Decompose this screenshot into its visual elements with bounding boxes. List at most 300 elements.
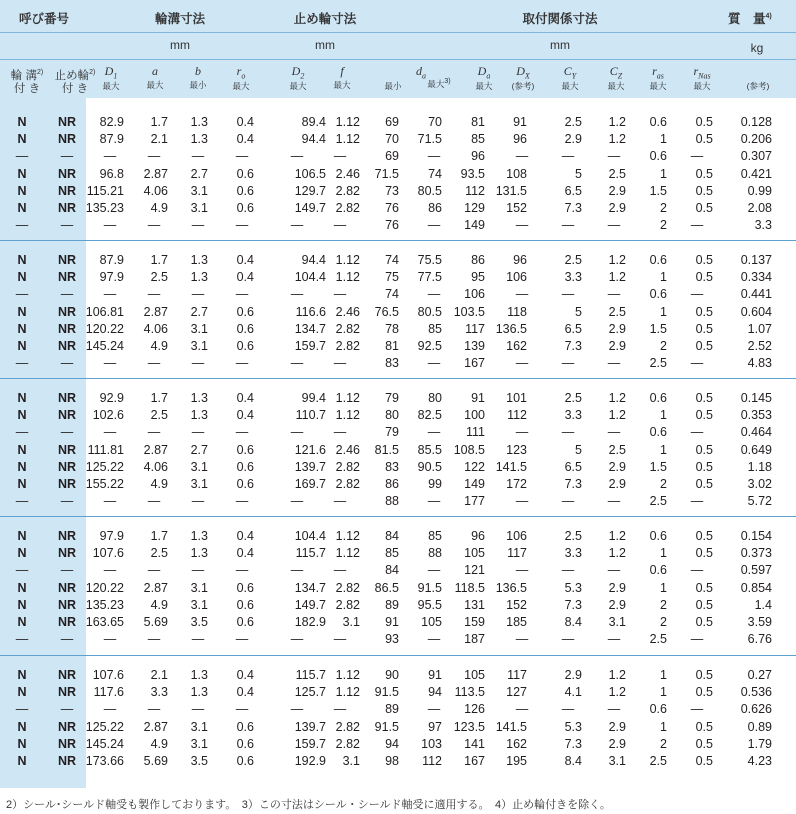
table-cell: 2.5 — [564, 115, 582, 129]
table-cell: 91.5 — [374, 685, 399, 700]
table-cell: 90 — [385, 668, 399, 682]
table-cell: 0.6 — [649, 563, 667, 578]
table-cell: — — [333, 494, 347, 509]
table-cell: — — [103, 287, 117, 302]
table-cell: 0.6 — [649, 425, 667, 440]
table-cell: 0.441 — [740, 287, 772, 302]
table-cell: 2.46 — [335, 166, 360, 181]
snapring-type-mark: NR — [57, 183, 77, 198]
table-cell: 3.1 — [190, 321, 208, 336]
table-cell: 104.4 — [294, 270, 326, 285]
table-cell: 2 — [660, 615, 667, 629]
table-cell: — — [147, 425, 161, 440]
groove-type-mark: — — [15, 702, 29, 717]
table-cell: 111.81 — [87, 442, 124, 457]
table-cell: 1.7 — [150, 253, 168, 267]
table-cell: 125.22 — [85, 719, 124, 734]
column-header: $D_1$ 最大 — [102, 64, 120, 92]
table-cell: 2.52 — [747, 339, 772, 353]
table-cell: — — [607, 287, 621, 302]
table-cell: 159.7 — [294, 736, 326, 751]
table-cell: 75.5 — [417, 253, 442, 267]
table-cell: 0.4 — [236, 115, 254, 129]
table-cell: 2.9 — [608, 736, 626, 751]
table-cell: 81.5 — [374, 442, 399, 457]
table-cell: 7.3 — [564, 339, 582, 353]
table-cell: 0.307 — [740, 149, 772, 164]
table-cell: 90.5 — [417, 459, 442, 474]
table-cell: 108.5 — [453, 442, 485, 457]
snapring-type-mark: NR — [57, 442, 77, 457]
table-cell: 86 — [385, 477, 399, 491]
table-cell: 1.3 — [190, 132, 208, 147]
table-cell: 5 — [575, 304, 582, 319]
table-cell: 91 — [513, 115, 527, 129]
table-cell: 106 — [506, 270, 527, 285]
table-cell: 2.5 — [649, 494, 667, 509]
table-cell: 3.3 — [564, 546, 582, 561]
table-cell: 4.9 — [150, 477, 168, 491]
table-cell: 85 — [385, 546, 399, 561]
table-cell: 0.5 — [695, 668, 713, 682]
table-cell: 2.5 — [150, 546, 168, 561]
table-cell: — — [290, 287, 304, 302]
table-cell: 0.353 — [740, 408, 772, 423]
snapring-type-mark: NR — [57, 339, 77, 353]
table-cell: 80.5 — [417, 183, 442, 198]
table-cell: 71.5 — [417, 132, 442, 147]
table-cell: 1.3 — [190, 685, 208, 700]
table-cell: 2.46 — [335, 442, 360, 457]
groove-type-mark: N — [17, 304, 27, 319]
table-cell: 173.66 — [85, 754, 124, 768]
table-cell: 93.5 — [460, 166, 485, 181]
table-cell: — — [147, 632, 161, 647]
table-cell: 0.5 — [695, 685, 713, 700]
table-cell: — — [515, 287, 529, 302]
table-cell: 0.5 — [695, 459, 713, 474]
table-cell: 1 — [660, 166, 667, 181]
table-cell: 177 — [464, 494, 485, 509]
table-cell: — — [690, 149, 704, 164]
table-cell: 2.82 — [335, 183, 360, 198]
table-cell: 0.373 — [740, 546, 772, 561]
table-cell: 108 — [506, 166, 527, 181]
table-cell: 125.7 — [294, 685, 326, 700]
table-cell: — — [515, 425, 529, 440]
table-cell: 1.12 — [335, 270, 360, 285]
table-cell: 88 — [428, 546, 442, 561]
table-cell: 0.6 — [236, 166, 254, 181]
table-cell: 5.3 — [564, 580, 582, 595]
table-cell: 103 — [421, 736, 442, 751]
table-cell: 2.82 — [335, 477, 360, 491]
table-cell: 2.82 — [335, 597, 360, 612]
table-cell: 84 — [385, 529, 399, 543]
table-cell: — — [607, 356, 621, 371]
table-cell: — — [607, 702, 621, 717]
table-cell: 1 — [660, 270, 667, 285]
table-cell: 112 — [422, 754, 442, 768]
table-cell: — — [427, 218, 441, 233]
table-cell: 2.08 — [747, 201, 772, 215]
table-cell: 0.206 — [740, 132, 772, 147]
table-cell: 0.5 — [695, 115, 713, 129]
table-cell: 149 — [464, 218, 485, 233]
snapring-type-mark: — — [60, 425, 74, 440]
table-cell: 162 — [506, 339, 527, 353]
table-cell: 1.5 — [649, 183, 667, 198]
table-cell: 0.597 — [740, 563, 772, 578]
table-cell: — — [427, 356, 441, 371]
table-cell: — — [191, 702, 205, 717]
groove-type-mark: — — [15, 632, 29, 647]
table-cell: 3.1 — [190, 339, 208, 353]
table-cell: 69 — [385, 115, 399, 129]
table-cell: 0.4 — [236, 132, 254, 147]
table-cell: 0.5 — [695, 754, 713, 768]
table-cell: 4.9 — [150, 597, 168, 612]
table-cell: 1.12 — [335, 132, 360, 147]
table-cell: — — [235, 425, 249, 440]
table-cell: 159 — [464, 615, 485, 629]
table-cell: 0.5 — [695, 391, 713, 405]
table-cell: 94 — [428, 685, 442, 700]
table-cell: 96 — [471, 529, 485, 543]
table-cell: 82.9 — [99, 115, 124, 129]
table-cell: 70 — [385, 132, 399, 147]
table-cell: 2.46 — [335, 304, 360, 319]
table-cell: 82.5 — [417, 408, 442, 423]
table-cell: 91.5 — [417, 580, 442, 595]
table-cell: 1 — [660, 580, 667, 595]
table-cell: 118.5 — [454, 580, 485, 595]
table-cell: 3.1 — [190, 183, 208, 198]
table-cell: 100 — [464, 408, 485, 423]
table-cell: 0.6 — [649, 702, 667, 717]
groove-type-mark: N — [17, 668, 27, 682]
table-cell: 131.5 — [495, 183, 527, 198]
table-cell: 89 — [385, 702, 399, 717]
table-cell: 0.4 — [236, 668, 254, 682]
table-cell: 0.6 — [236, 615, 254, 629]
table-cell: — — [147, 218, 161, 233]
table-cell: — — [561, 632, 575, 647]
table-cell: 1.7 — [150, 529, 168, 543]
table-cell: 3.1 — [190, 597, 208, 612]
table-cell: 3.02 — [747, 477, 772, 491]
table-cell: 107.6 — [92, 546, 124, 561]
table-cell: 1.12 — [335, 115, 360, 129]
groove-type-mark: N — [17, 166, 27, 181]
table-cell: 3.1 — [190, 736, 208, 751]
table-cell: 2.87 — [143, 580, 168, 595]
table-cell: — — [690, 287, 704, 302]
table-cell: — — [561, 149, 575, 164]
groove-type-mark: N — [17, 115, 27, 129]
table-cell: 1.12 — [335, 546, 360, 561]
table-cell: 135.23 — [85, 597, 124, 612]
table-cell: 1 — [660, 546, 667, 561]
table-cell: 2.5 — [564, 529, 582, 543]
table-cell: 2 — [660, 339, 667, 353]
table-cell: 2.9 — [608, 183, 626, 198]
table-cell: 117.6 — [93, 685, 124, 700]
table-cell: 2.7 — [190, 442, 208, 457]
table-cell: 110.7 — [295, 408, 326, 423]
table-cell: 0.5 — [695, 477, 713, 491]
table-cell: 172 — [506, 477, 527, 491]
table-cell: — — [561, 702, 575, 717]
table-cell: 2.9 — [608, 201, 626, 215]
table-cell: 162 — [506, 736, 527, 751]
table-cell: 8.4 — [564, 754, 582, 768]
table-cell: 3.1 — [190, 580, 208, 595]
table-cell: 96 — [471, 149, 485, 164]
table-cell: 1.12 — [335, 668, 360, 682]
table-cell: 0.626 — [740, 702, 772, 717]
table-cell: 152 — [506, 597, 527, 612]
groove-type-mark: N — [17, 339, 27, 353]
table-cell: — — [515, 149, 529, 164]
table-cell: — — [103, 425, 117, 440]
designation-header: 呼び番号 — [18, 12, 69, 26]
table-cell: 0.6 — [236, 754, 254, 768]
snapring-type-mark: NR — [57, 132, 77, 147]
table-cell: 1.2 — [608, 408, 626, 423]
table-cell: — — [427, 425, 441, 440]
groove-type-mark: N — [17, 615, 27, 629]
table-cell: 126 — [464, 702, 485, 717]
snapring-type-mark: NR — [57, 391, 77, 405]
table-cell: 187 — [464, 632, 485, 647]
snapring-type-mark: — — [60, 563, 74, 578]
table-cell: 1.07 — [747, 321, 772, 336]
table-cell: 2.9 — [608, 580, 626, 595]
table-cell: 2.5 — [150, 408, 168, 423]
mass-unit: kg — [750, 41, 764, 55]
table-cell: 121 — [464, 563, 485, 578]
table-cell: 0.5 — [695, 546, 713, 561]
table-cell: 2.1 — [150, 668, 168, 682]
table-cell: 0.6 — [236, 597, 254, 612]
footnotes: 2）シール･シールド軸受も製作しております。 3）この寸法はシール・シールド軸受に適用する。 4）止め輪付きを除く。 — [6, 799, 611, 811]
group-separator — [0, 655, 796, 656]
table-cell: 1 — [660, 685, 667, 700]
table-cell: 0.6 — [236, 736, 254, 751]
table-cell: 1 — [660, 719, 667, 734]
snapring-type-mark: NR — [57, 166, 77, 181]
table-cell: 87.9 — [99, 253, 124, 267]
table-cell: 96 — [513, 132, 527, 147]
table-cell: 106.81 — [85, 304, 124, 319]
table-cell: 112 — [465, 183, 485, 198]
groove-type-mark: N — [17, 580, 27, 595]
table-cell: 0.145 — [740, 391, 772, 405]
header-divider — [0, 59, 796, 60]
table-cell: 107.6 — [92, 668, 124, 682]
table-cell: 85.5 — [417, 442, 442, 457]
table-cell: 2.9 — [608, 459, 626, 474]
table-cell: 87.9 — [99, 132, 124, 147]
table-cell: — — [235, 494, 249, 509]
table-cell: — — [561, 356, 575, 371]
table-cell: — — [515, 563, 529, 578]
table-cell: 0.6 — [236, 321, 254, 336]
table-cell: 92.9 — [99, 391, 124, 405]
table-cell: 129.7 — [294, 183, 326, 198]
table-cell: — — [103, 356, 117, 371]
table-cell: 167 — [464, 356, 485, 371]
table-cell: 1.12 — [335, 391, 360, 405]
table-cell: 1.5 — [649, 321, 667, 336]
table-cell: 0.27 — [747, 668, 772, 682]
groove-type-mark: N — [17, 529, 27, 543]
table-cell: 81 — [385, 339, 399, 353]
table-cell: 163.65 — [85, 615, 124, 629]
table-cell: 0.5 — [695, 183, 713, 198]
table-cell: 3.1 — [190, 477, 208, 491]
table-cell: — — [333, 563, 347, 578]
table-cell: 0.6 — [236, 580, 254, 595]
table-cell: — — [290, 702, 304, 717]
table-cell: — — [290, 494, 304, 509]
table-cell: 1 — [660, 442, 667, 457]
table-cell: — — [515, 356, 529, 371]
table-cell: 76 — [385, 218, 399, 233]
table-cell: — — [235, 702, 249, 717]
snapring-type-mark: NR — [57, 201, 77, 215]
table-cell: 123 — [506, 442, 527, 457]
table-cell: 105 — [421, 615, 442, 629]
snapring-type-mark: NR — [57, 754, 77, 768]
table-cell: 85 — [428, 529, 442, 543]
table-cell: 0.154 — [740, 529, 772, 543]
column-header: $D_2$ 最大 — [289, 64, 307, 92]
table-cell: 135.23 — [85, 201, 124, 215]
table-cell: 80 — [428, 391, 442, 405]
table-cell: 99 — [428, 477, 442, 491]
table-cell: 8.4 — [564, 615, 582, 629]
table-cell: 7.3 — [564, 477, 582, 491]
snapring-type-mark: NR — [57, 270, 77, 285]
table-cell: 0.5 — [695, 253, 713, 267]
table-cell: 149.7 — [294, 597, 326, 612]
table-cell: 141.5 — [495, 459, 527, 474]
table-cell: 0.6 — [649, 287, 667, 302]
table-cell: 2.5 — [564, 391, 582, 405]
table-cell: 0.854 — [740, 580, 772, 595]
table-cell: 159.7 — [294, 339, 326, 353]
table-cell: — — [607, 563, 621, 578]
table-cell: 125.22 — [85, 459, 124, 474]
table-cell: 120.22 — [85, 580, 124, 595]
table-cell: 1.4 — [754, 597, 772, 612]
snapring-type-mark: — — [60, 494, 74, 509]
table-cell: 80 — [385, 408, 399, 423]
table-cell: 5.72 — [747, 494, 772, 509]
groove-type-mark: — — [15, 356, 29, 371]
table-cell: 111 — [465, 425, 485, 440]
table-cell: 2.87 — [143, 304, 168, 319]
table-cell: 76.5 — [374, 304, 399, 319]
table-cell: 155.22 — [85, 477, 124, 491]
table-cell: 5.69 — [143, 615, 168, 629]
table-cell: 0.4 — [236, 529, 254, 543]
table-cell: 76 — [385, 201, 399, 215]
table-cell: 101 — [506, 391, 527, 405]
snapring-type-mark: — — [60, 149, 74, 164]
table-cell: — — [515, 632, 529, 647]
table-cell: 0.6 — [649, 149, 667, 164]
table-cell: 3.5 — [190, 754, 208, 768]
table-cell: 4.06 — [143, 183, 168, 198]
groove-type-mark: N — [17, 477, 27, 491]
table-cell: — — [561, 218, 575, 233]
table-cell: — — [191, 494, 205, 509]
da-min-label: 最小 — [384, 81, 402, 91]
table-cell: 2.82 — [335, 719, 360, 734]
table-cell: — — [191, 356, 205, 371]
table-cell: 7.3 — [564, 201, 582, 215]
table-cell: 136.5 — [495, 321, 527, 336]
table-cell: 105 — [464, 546, 485, 561]
table-cell: 94 — [385, 736, 399, 751]
table-cell: 6.76 — [747, 632, 772, 647]
table-cell: 2.5 — [608, 442, 626, 457]
table-cell: 0.5 — [695, 321, 713, 336]
mass-header: 質 量$^{4)}$ — [728, 12, 772, 26]
table-cell: 0.6 — [236, 183, 254, 198]
table-cell: 5 — [575, 166, 582, 181]
table-cell: — — [690, 356, 704, 371]
table-cell: — — [427, 563, 441, 578]
snapring-type-header: 止め輪$^{2)}$ 付 き — [54, 69, 96, 95]
table-cell: 115.21 — [86, 183, 124, 198]
table-cell: 2.5 — [649, 632, 667, 647]
table-cell: — — [290, 356, 304, 371]
table-cell: 3.59 — [747, 615, 772, 629]
table-cell: 0.334 — [740, 270, 772, 285]
table-cell: — — [561, 287, 575, 302]
table-cell: 80.5 — [417, 304, 442, 319]
groove-type-header: 輪 溝$^{2)}$ 付 き — [10, 69, 44, 95]
column-header: a 最大 — [146, 64, 164, 90]
table-cell: — — [191, 287, 205, 302]
groove-type-mark: N — [17, 597, 27, 612]
table-cell: — — [147, 149, 161, 164]
table-cell: — — [103, 563, 117, 578]
groove-type-mark: N — [17, 719, 27, 734]
table-cell: 74 — [385, 253, 399, 267]
table-cell: 1.12 — [335, 253, 360, 267]
table-cell: — — [235, 218, 249, 233]
table-cell: 0.5 — [695, 201, 713, 215]
snapring-type-mark: NR — [57, 685, 77, 700]
column-header: $C_Z$ 最大 — [607, 64, 625, 92]
table-cell: 7.3 — [564, 736, 582, 751]
table-cell: — — [103, 494, 117, 509]
table-cell: 141 — [464, 736, 485, 751]
table-cell: 0.128 — [740, 115, 772, 129]
groove-type-mark: N — [17, 132, 27, 147]
table-cell: 73 — [385, 183, 399, 198]
table-cell: — — [191, 425, 205, 440]
table-cell: 1.79 — [747, 736, 772, 751]
table-cell: 2.9 — [564, 132, 582, 147]
table-cell: 2.5 — [649, 356, 667, 371]
table-cell: 88 — [385, 494, 399, 509]
